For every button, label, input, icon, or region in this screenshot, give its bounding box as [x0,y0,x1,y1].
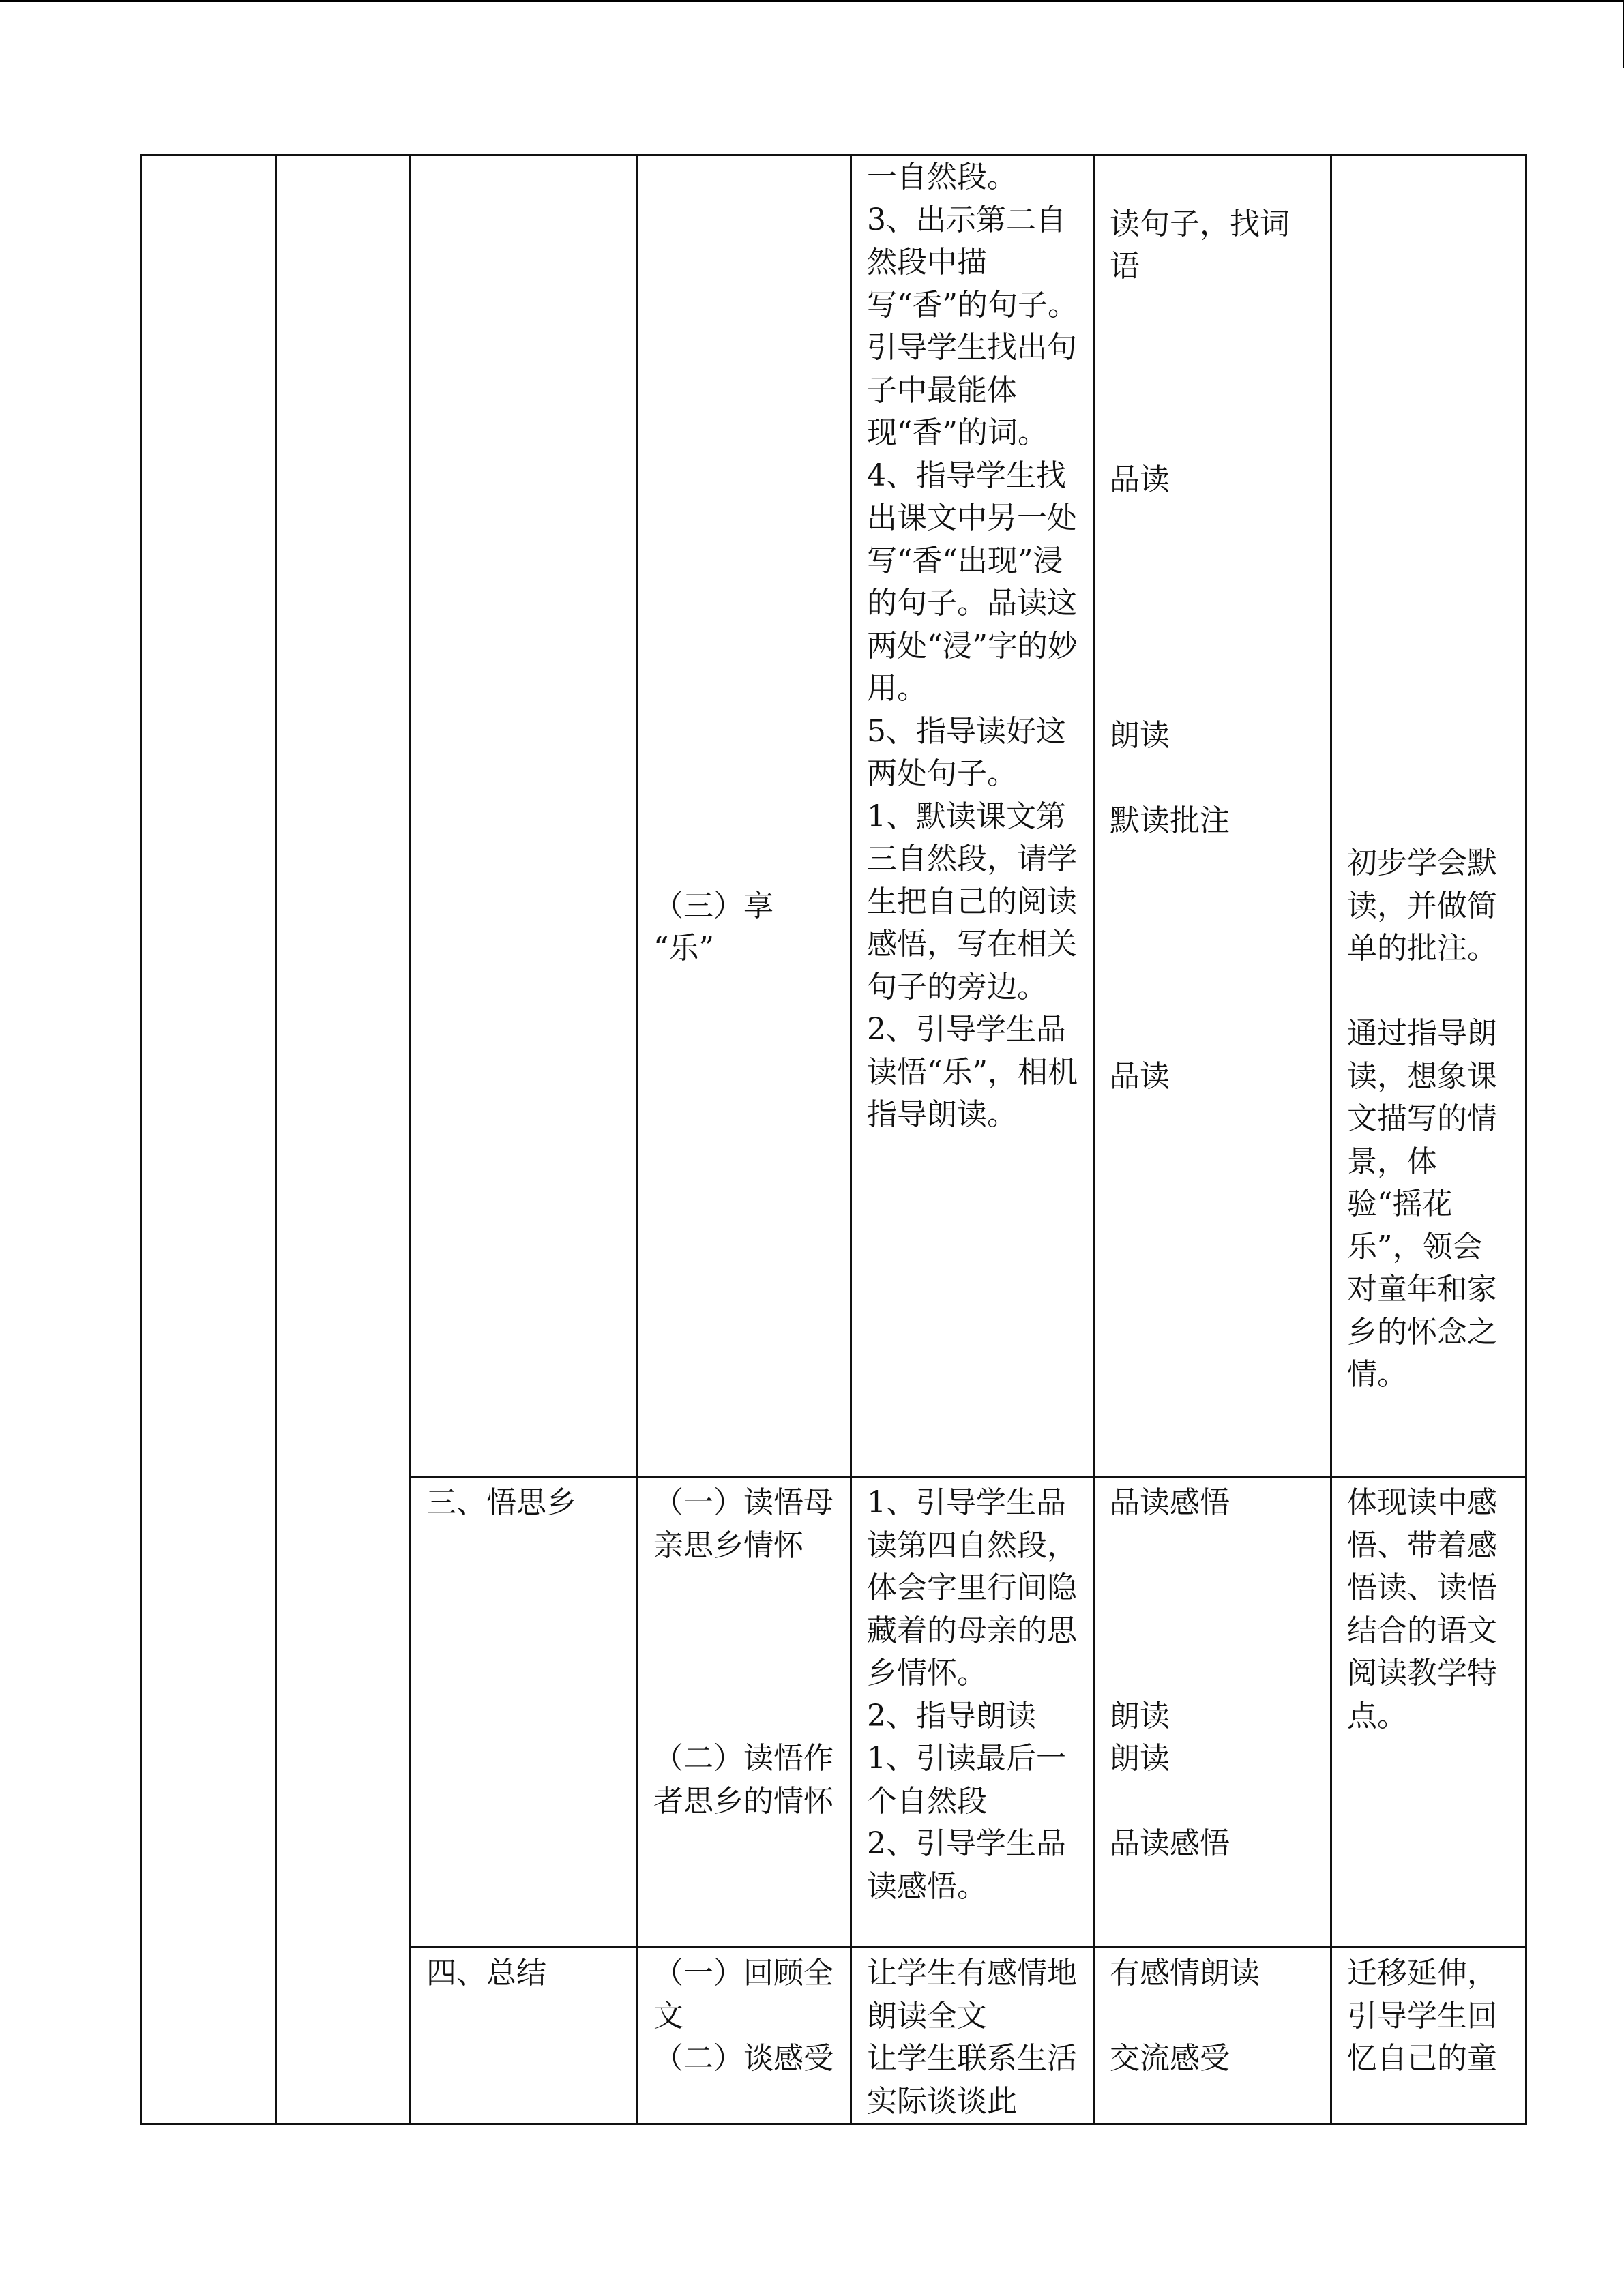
process-text: 1、引导学生品读第四自然段，体会字里行间隐藏着的母亲的思乡情怀。 2、指导朗读 1、引读最后一个自然段 2、引导学生品读感悟。 [867,1485,1077,1904]
activity-text: 朗读 [1110,717,1170,753]
activity-cell [1094,1477,1331,1948]
substage-cell [638,1948,851,2124]
page-top-border [0,0,1624,2]
stage-text: 三、悟思乡 [426,1485,576,1520]
activity-text: 朗读 [1110,1698,1170,1733]
activity-text: 默读批注 [1110,803,1230,838]
process-cell [851,155,1094,1477]
activity-cell [1094,1948,1331,2124]
stage-cell [411,155,638,1477]
process-text: 让学生有感情地朗读全文 让学生联系生活实际谈谈此 [867,1956,1077,2119]
process-cell [851,1948,1094,2124]
stage-cell [411,1948,638,2124]
activity-text: 读句子，找词语 [1110,206,1290,284]
substage-text: （二）读悟作者思乡的情怀 [653,1741,833,1819]
substage-cell [638,1477,851,1948]
table-row [141,155,1526,1477]
intent-cell [1331,1477,1526,1948]
substage-cell [638,155,851,1477]
activity-text: 有感情朗读 [1110,1956,1260,1991]
intent-cell [1331,155,1526,1477]
stage-cell [411,1477,638,1948]
activity-text: 品读感悟 [1110,1485,1230,1520]
process-text: 一自然段。 3、出示第二自然段中描写“香”的句子。引导学生找出句子中最能体现“香”的词。 4、指导学生找出课文中另一处写“香“出现”浸的句子。品读这两处“浸”字的妙用。 5、指导读好这两处句子。 1、默读课文第三自然段，请学生把自己的阅读感悟，写在相关句子的旁边。 2、引导学生品读悟“乐”，相机指导朗读。 [867,160,1078,1132]
activity-text: 品读 [1110,1058,1170,1094]
activity-text: 品读感悟 [1110,1826,1230,1861]
process-cell [851,1477,1094,1948]
intent-text: 迁移延伸，引导学生回忆自己的童 [1347,1956,1497,2076]
activity-text: 品读 [1110,462,1170,497]
empty-cell [141,155,276,2124]
substage-text: （三）享 “乐” [653,888,773,966]
intent-text: 初步学会默读，并做简单的批注。 [1347,846,1497,966]
intent-text: 体现读中感悟、带着感悟读、读悟结合的语文阅读教学特点。 [1347,1485,1497,1733]
activity-cell [1094,155,1331,1477]
activity-text: 交流感受 [1110,2041,1230,2076]
stage-text: 四、总结 [426,1956,546,1991]
substage-text: （一）读悟母亲思乡情怀 [653,1485,833,1563]
empty-cell [276,155,411,2124]
intent-cell [1331,1948,1526,2124]
activity-text: 朗读 [1110,1741,1170,1776]
lesson-plan-table [140,154,1527,2125]
intent-text: 通过指导朗读，想象课文描写的情景，体验“摇花乐”，领会对童年和家乡的怀念之情。 [1347,1016,1497,1392]
substage-text: （一）回顾全文 （二）谈感受 [653,1956,833,2076]
